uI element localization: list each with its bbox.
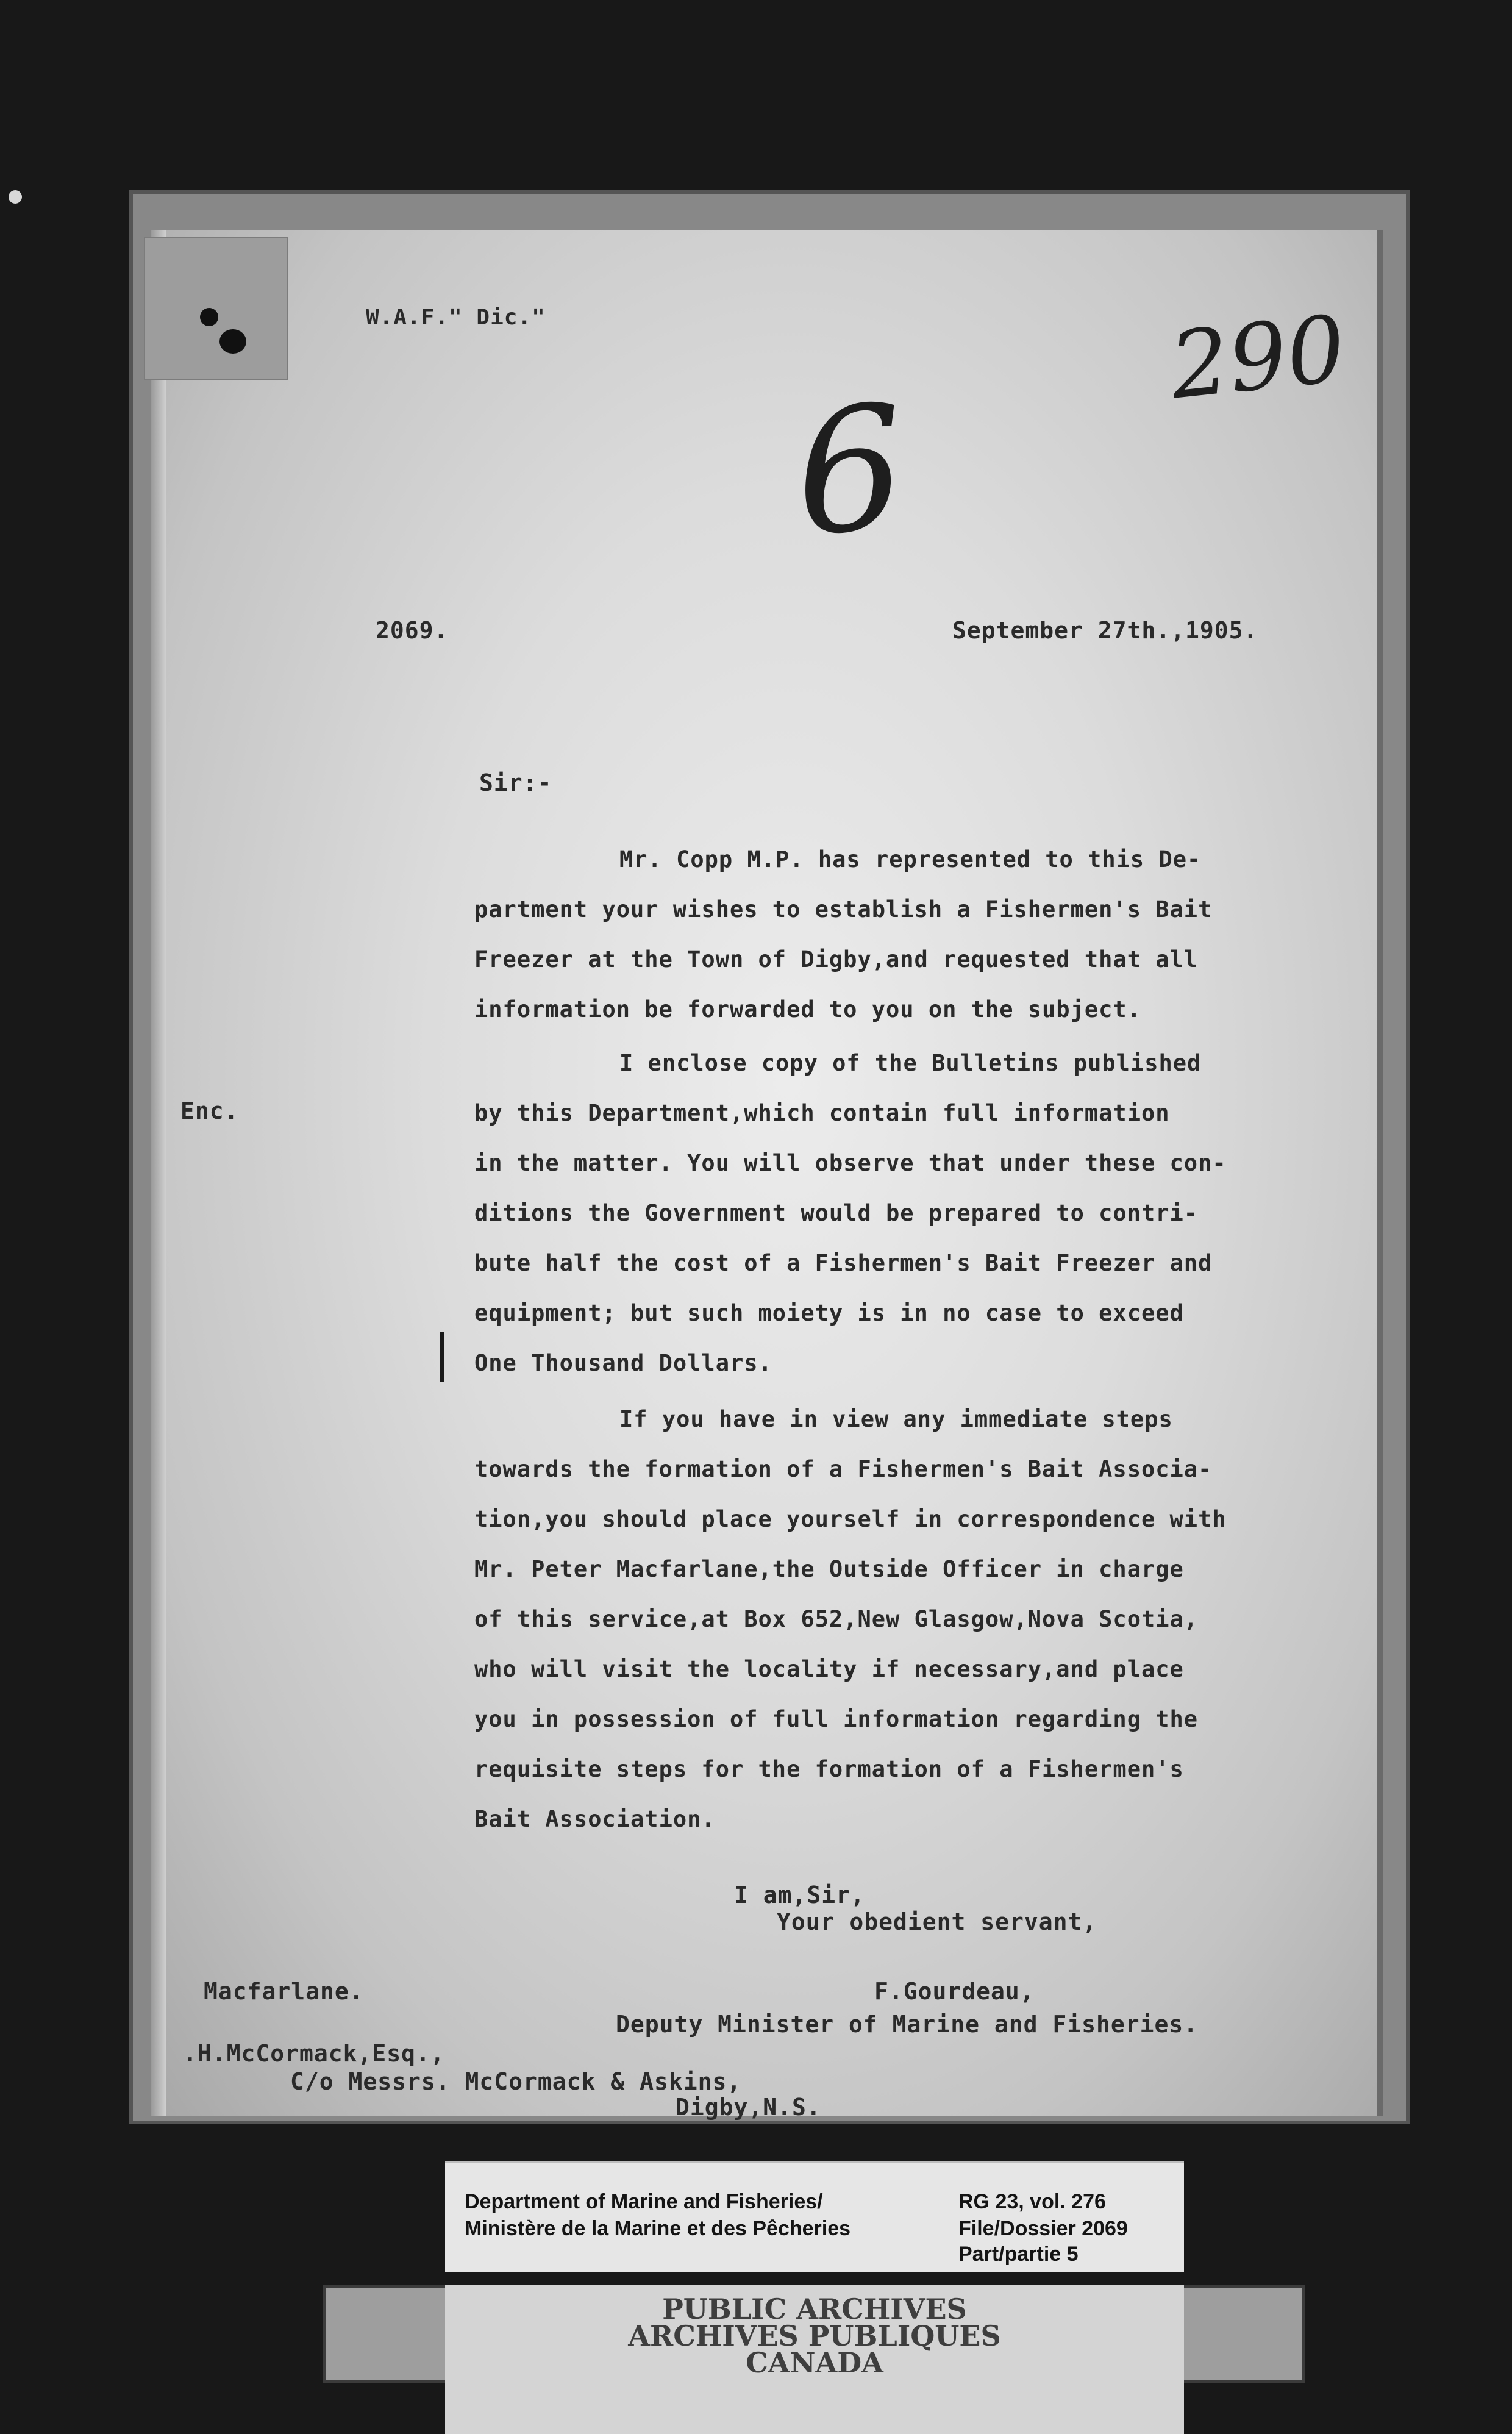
- body-line: I enclose copy of the Bulletins published: [619, 1050, 1202, 1076]
- archive-record-group: RG 23, vol. 276: [958, 2190, 1106, 2213]
- body-line: ditions the Government would be prepared to contri-: [474, 1200, 1199, 1226]
- handwritten-page-number: 290: [1165, 296, 1350, 420]
- closing-line: I am,Sir,: [734, 1882, 865, 1908]
- punch-hole: [219, 329, 246, 354]
- body-line: Mr. Peter Macfarlane,the Outside Officer in charge: [474, 1556, 1184, 1582]
- salutation: Sir:-: [479, 769, 552, 796]
- addressee-line: Digby,N.S.: [676, 2094, 821, 2121]
- body-line: partment your wishes to establish a Fishermen's Bait: [474, 896, 1213, 923]
- body-line: of this service,at Box 652,New Glasgow,Nova Scotia,: [474, 1606, 1199, 1632]
- archives-stamp: [445, 2285, 1184, 2434]
- body-line: tion,you should place yourself in correspondence with: [474, 1506, 1227, 1532]
- stamp-line: CANADA: [746, 2346, 883, 2379]
- archive-department-fr: Ministère de la Marine et des Pêcheries: [465, 2217, 851, 2240]
- page-edge: [151, 230, 166, 2116]
- body-line: equipment; but such moiety is in no case to exceed: [474, 1300, 1184, 1326]
- cc-note: Macfarlane.: [204, 1978, 364, 2005]
- film-marker-dot: [9, 190, 22, 204]
- body-line: If you have in view any immediate steps: [619, 1406, 1173, 1432]
- punch-hole-patch: [144, 237, 288, 380]
- body-line: by this Department,which contain full information: [474, 1100, 1170, 1126]
- stamp-line: ARCHIVES PUBLIQUES: [628, 2319, 1001, 2352]
- file-reference: W.A.F." Dic.": [366, 305, 546, 330]
- margin-note-enclosure: Enc.: [180, 1097, 239, 1124]
- stamp-line: PUBLIC ARCHIVES: [662, 2293, 967, 2325]
- margin-mark: [440, 1332, 444, 1382]
- body-line: bute half the cost of a Fishermen's Bait Freezer and: [474, 1250, 1213, 1276]
- closing-line: Your obedient servant,: [777, 1908, 1097, 1935]
- addressee-line: C/o Messrs. McCormack & Askins,: [290, 2068, 742, 2095]
- body-line: Freezer at the Town of Digby,and requested that all: [474, 946, 1199, 973]
- body-line: One Thousand Dollars.: [474, 1350, 772, 1376]
- archive-file-number: File/Dossier 2069: [958, 2217, 1128, 2240]
- addressee-line: .H.McCormack,Esq.,: [183, 2040, 445, 2067]
- punch-hole: [200, 308, 218, 326]
- handwritten-mark: 6: [788, 368, 911, 574]
- letter-date: September 27th.,1905.: [952, 617, 1258, 644]
- letter-number: 2069.: [376, 617, 449, 644]
- body-line: requisite steps for the formation of a Fishermen's: [474, 1756, 1184, 1782]
- signatory-name: F.Gourdeau,: [874, 1978, 1035, 2005]
- body-line: information be forwarded to you on the subject.: [474, 996, 1141, 1022]
- body-line: you in possession of full information regarding the: [474, 1706, 1199, 1732]
- archive-department-en: Department of Marine and Fisheries/: [465, 2190, 823, 2213]
- body-line: who will visit the locality if necessary,and place: [474, 1656, 1184, 1682]
- body-line: Bait Association.: [474, 1806, 716, 1832]
- archive-part: Part/partie 5: [958, 2243, 1079, 2266]
- body-line: towards the formation of a Fishermen's Bait Associa-: [474, 1456, 1213, 1482]
- body-line: Mr. Copp M.P. has represented to this De-: [619, 846, 1202, 873]
- signatory-title: Deputy Minister of Marine and Fisheries.: [616, 2011, 1199, 2038]
- body-line: in the matter. You will observe that under these con-: [474, 1150, 1227, 1176]
